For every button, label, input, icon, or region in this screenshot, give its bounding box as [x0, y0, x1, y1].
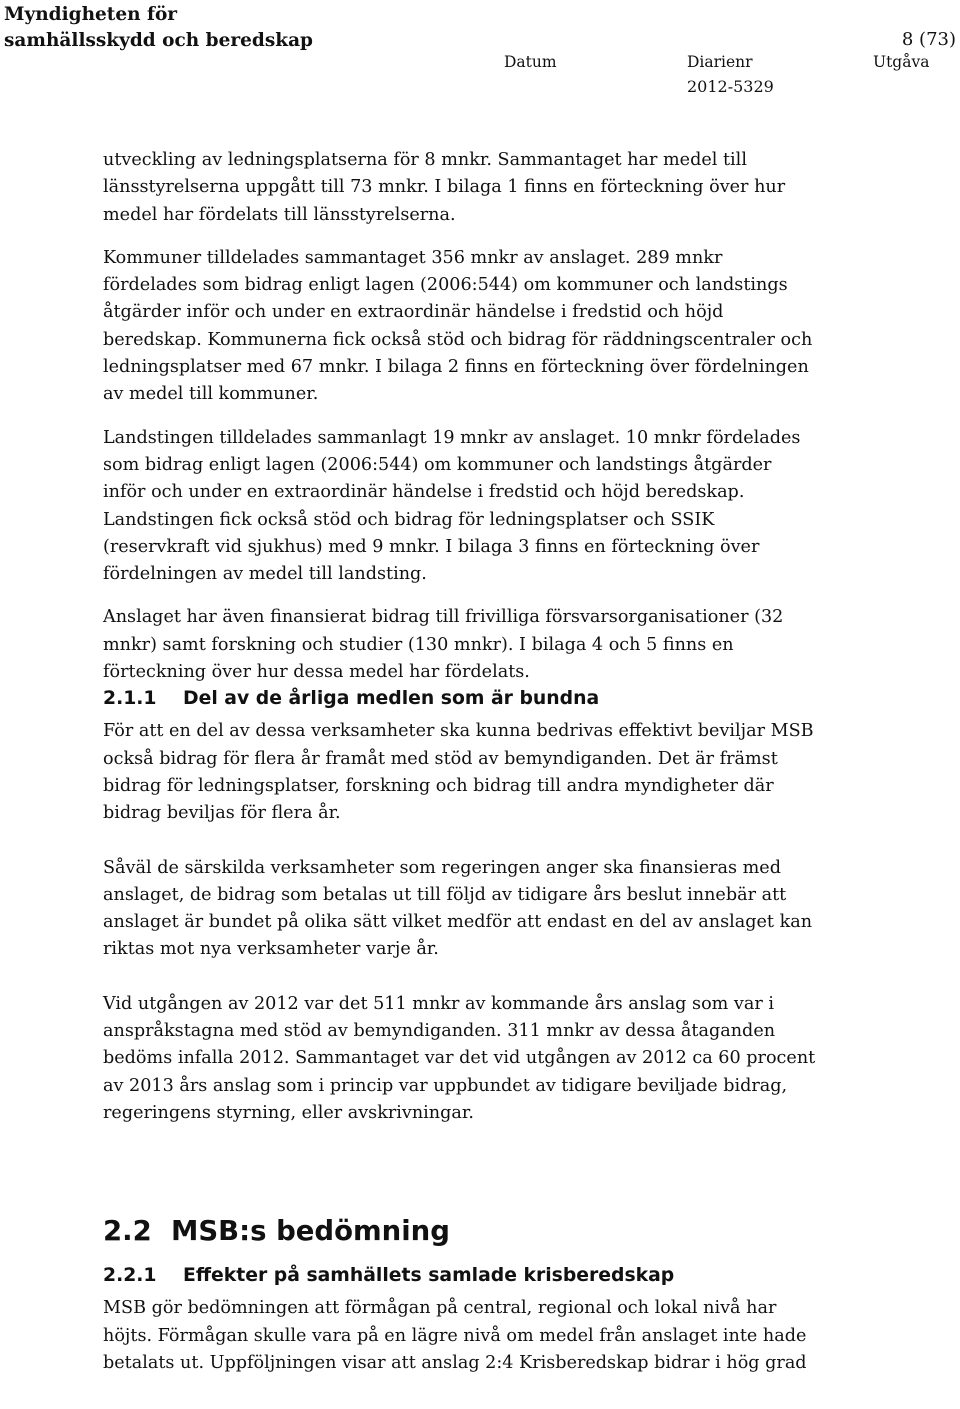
text-line: regeringens styrning, eller avskrivningar. — [103, 1102, 474, 1123]
text-line: mnkr) samt forskning och studier (130 mnkr). I bilaga 4 och 5 finns en — [103, 634, 734, 655]
organization-name-line-2: samhällsskydd och beredskap — [4, 30, 313, 51]
text-line: medel har fördelats till länsstyrelserna. — [103, 204, 456, 225]
section-title: MSB:s bedömning — [171, 1215, 450, 1248]
text-line: av 2013 års anslag som i princip var uppbundet av tidigare beviljade bidrag, — [103, 1075, 788, 1096]
text-line: också bidrag för flera år framåt med stöd av bemyndiganden. Det är främst — [103, 748, 778, 769]
text-line: Såväl de särskilda verksamheter som regeringen anger ska finansieras med — [103, 857, 781, 878]
text-line: Landstingen tilldelades sammanlagt 19 mnkr av anslaget. 10 mnkr fördelades — [103, 427, 801, 448]
text-line: länsstyrelserna uppgått till 73 mnkr. I bilaga 1 finns en förteckning över hur — [103, 177, 786, 198]
text-line: Landstingen fick också stöd och bidrag för ledningsplatser och SSIK — [103, 509, 715, 530]
paragraph-bedomning — [103, 1295, 807, 1377]
section-number: 2.2 — [103, 1215, 152, 1248]
section-heading-2-2 — [103, 1213, 803, 1249]
diarienr-value: 2012-5329 — [687, 77, 774, 96]
organization-name-line-1: Myndigheten för — [4, 4, 178, 25]
text-line: anslaget är bundet på olika sätt vilket medför att endast en del av anslaget kan — [103, 912, 813, 933]
section-title: Effekter på samhällets samlade krisberedskap — [183, 1265, 675, 1287]
text-line: betalats ut. Uppföljningen visar att anslag 2:4 Krisberedskap bidrar i hög grad — [103, 1352, 807, 1373]
text-line: som bidrag enligt lagen (2006:544) om kommuner och landstings åtgärder — [103, 454, 772, 475]
edition-label: Utgåva — [873, 53, 930, 71]
text-line: För att en del av dessa verksamheter ska kunna bedrivas effektivt beviljar MSB — [103, 721, 814, 742]
text-line: åtgärder inför och under en extraordinär händelse i fredstid och höjd — [103, 302, 724, 323]
text-line: utveckling av ledningsplatserna för 8 mnkr. Sammantaget har medel till — [103, 150, 747, 170]
text-line: bidrag för ledningsplatser, forskning och bidrag till andra myndigheter där — [103, 775, 774, 796]
text-line: bidrag beviljas för flera år. — [103, 803, 341, 824]
paragraph-lansstyrelser — [103, 147, 803, 229]
diarienr-label: Diarienr — [687, 53, 753, 71]
text-line: ledningsplatser med 67 mnkr. I bilaga 2 finns en förteckning över fördelningen — [103, 357, 809, 378]
text-line: (reservkraft vid sjukhus) med 9 mnkr. I bilaga 3 finns en förteckning över — [103, 536, 760, 557]
page-number: 8 (73) — [901, 29, 956, 50]
text-line: bedöms infalla 2012. Sammantaget var det vid utgången av 2012 ca 60 procent — [103, 1048, 816, 1069]
section-heading-2-1-1 — [103, 686, 803, 712]
text-line: MSB gör bedömningen att förmågan på central, regional och lokal nivå har — [103, 1298, 777, 1319]
paragraph-bemyndiganden — [103, 991, 816, 1127]
paragraph-frivilliga — [103, 604, 803, 686]
text-line: Vid utgången av 2012 var det 511 mnkr av kommande års anslag som var i — [103, 993, 774, 1014]
paragraph-kommuner — [103, 245, 813, 409]
section-heading-2-2-1 — [103, 1263, 803, 1289]
organization-name — [4, 2, 313, 54]
text-line: riktas mot nya verksamheter varje år. — [103, 939, 439, 960]
section-number: 2.2.1 — [103, 1265, 157, 1287]
section-title: Del av de årliga medlen som är bundna — [183, 688, 600, 710]
text-line: anspråkstagna med stöd av bemyndiganden. 311 mnkr av dessa åtaganden — [103, 1021, 776, 1042]
paragraph-bundna-medel — [103, 718, 814, 827]
text-line: höjts. Förmågan skulle vara på en lägre nivå om medel från anslaget inte hade — [103, 1325, 807, 1346]
text-line: fördelningen av medel till landsting. — [103, 564, 427, 585]
text-line: Kommuner tilldelades sammantaget 356 mnkr av anslaget. 289 mnkr — [103, 247, 723, 268]
paragraph-landsting — [103, 425, 803, 589]
document-body — [103, 147, 816, 1377]
section-number: 2.1.1 — [103, 688, 157, 710]
text-line: av medel till kommuner. — [103, 384, 319, 405]
page-header — [0, 0, 960, 110]
paragraph-sarskilda-verksamheter — [103, 855, 813, 964]
text-line: förteckning över hur dessa medel har fördelats. — [103, 662, 530, 683]
text-line: anslaget, de bidrag som betalas ut till följd av tidigare års beslut innebär att — [103, 884, 787, 905]
text-line: fördelades som bidrag enligt lagen (2006:544) om kommuner och landstings — [103, 275, 788, 296]
date-label: Datum — [504, 53, 557, 71]
text-line: Anslaget har även finansierat bidrag till frivilliga försvarsorganisationer (32 — [103, 607, 784, 628]
text-line: beredskap. Kommunerna fick också stöd och bidrag för räddningscentraler och — [103, 329, 813, 350]
text-line: inför och under en extraordinär händelse i fredstid och höjd beredskap. — [103, 482, 745, 503]
